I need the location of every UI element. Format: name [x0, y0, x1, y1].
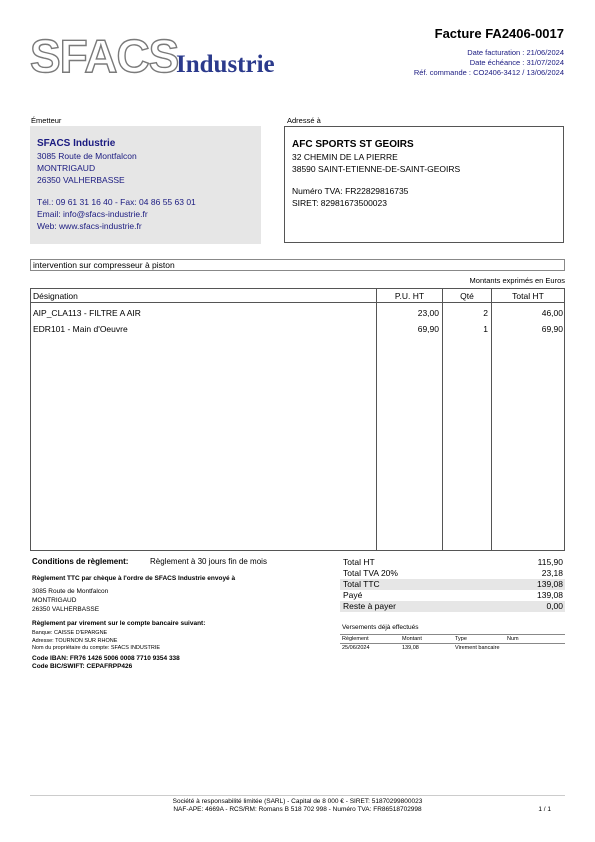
total-ht-row: [340, 557, 565, 568]
row-unit-price: 23,00: [417, 308, 439, 318]
bic-code: Code BIC/SWIFT: CEPAFRPP426: [32, 663, 133, 670]
cheque-address3: 26350 VALHERBASSE: [32, 606, 100, 613]
transfer-instructions-title: Règlement par virement sur le compte bancaire suivant:: [32, 620, 206, 627]
total-ht-value: 115,90: [537, 557, 563, 567]
invoice-object: intervention sur compresseur à piston: [30, 259, 565, 271]
emitter-web: Web: www.sfacs-industrie.fr: [37, 221, 142, 231]
total-ttc-label: Total TTC: [343, 579, 380, 589]
cheque-instructions-title: Règlement TTC par chèque à l'ordre de SFACS Industrie envoyé à: [32, 575, 236, 582]
emitter-address3: 26350 VALHERBASSE: [37, 175, 125, 185]
cheque-address1: 3085 Route de Montfalcon: [32, 588, 109, 595]
emitter-box: [30, 126, 261, 244]
row-designation: AIP_CLA113 - FILTRE A AIR: [33, 308, 141, 318]
row-unit-price: 69,90: [417, 324, 439, 334]
total-tva-row: [340, 568, 565, 579]
total-ht-label: Total HT: [343, 557, 375, 567]
total-tva-value: 23,18: [541, 568, 563, 578]
payment-date: 25/06/2024: [342, 645, 370, 651]
payments-table: [340, 634, 565, 652]
emitter-label: Émetteur: [31, 116, 62, 125]
row-total: 46,00: [541, 308, 563, 318]
paid-row: [340, 590, 565, 601]
header-designation: Désignation: [33, 291, 78, 301]
payments-header: [340, 634, 565, 644]
logo-sfacs-text: SFACS: [30, 30, 179, 82]
bank-details: [32, 630, 160, 653]
row-total: 69,90: [541, 324, 563, 334]
emitter-address1: 3085 Route de Montfalcon: [37, 151, 137, 161]
footer-legal-line2: NAF-APE: 4669A - RCS/RM: Romans B 518 702 998 - Numéro TVA: FR86518702998: [173, 806, 422, 813]
account-owner: Nom du propriétaire du compte: SFACS INDUSTRIE: [32, 645, 161, 651]
recipient-siret: SIRET: 82981673500023: [292, 198, 387, 208]
amounts-currency-note: Montants exprimés en Euros: [469, 276, 565, 285]
recipient-name: AFC SPORTS ST GEOIRS: [292, 139, 414, 150]
payment-conditions-label: Conditions de règlement:: [32, 557, 129, 566]
invoice-title: Facture FA2406-0017: [434, 26, 564, 41]
recipient-address2: 38590 SAINT-ETIENNE-DE-SAINT-GEOIRS: [292, 164, 461, 174]
invoice-due-date: Date échéance : 31/07/2024: [469, 58, 564, 67]
payment-type: Virement bancaire: [455, 645, 500, 651]
items-table: [30, 288, 565, 551]
row-quantity: 1: [483, 324, 488, 334]
payments-header-num: Num: [507, 636, 519, 642]
payment-conditions-value: Règlement à 30 jours fin de mois: [150, 557, 267, 566]
remaining-value: 0,00: [546, 601, 563, 611]
recipient-box: [284, 126, 564, 243]
bank-address: Adresse: TOURNON SUR RHONE: [32, 637, 118, 644]
emitter-email: Email: info@sfacs-industrie.fr: [37, 209, 148, 219]
recipient-tva: Numéro TVA: FR22829816735: [292, 186, 409, 196]
total-ttc-value: 139,08: [537, 579, 563, 589]
payment-amount: 139,08: [402, 645, 419, 651]
invoice-date: Date facturation : 21/06/2024: [467, 48, 564, 57]
payments-header-montant: Montant: [402, 636, 422, 642]
payments-row: [340, 644, 565, 652]
emitter-phone: Tél.: 09 61 31 16 40 - Fax: 04 86 55 63 01: [37, 197, 196, 207]
header-total: Total HT: [512, 291, 544, 301]
paid-label: Payé: [343, 590, 363, 600]
remaining-label: Reste à payer: [343, 601, 396, 611]
page-number: 1 / 1: [538, 806, 551, 813]
bank-name: Banque: CAISSE D'EPARGNE: [32, 630, 108, 636]
payments-header-type: Type: [455, 636, 467, 642]
cheque-address2: MONTRIGAUD: [32, 597, 77, 604]
header-unit-price: P.U. HT: [394, 291, 425, 301]
row-quantity: 2: [483, 308, 488, 318]
header-quantity: Qté: [460, 291, 474, 301]
recipient-address1: 32 CHEMIN DE LA PIERRE: [292, 152, 398, 162]
emitter-name: SFACS Industrie: [37, 138, 116, 149]
emitter-address2: MONTRIGAUD: [37, 163, 96, 173]
payments-made-title: Versements déjà effectués: [342, 624, 419, 631]
company-logo: [30, 30, 290, 82]
footer-legal-line1: Société à responsabilité limitée (SARL) - Capital de 8 000 € - SIRET: 51870299800023: [172, 798, 423, 805]
cheque-address: [32, 587, 108, 614]
total-tva-label: Total TVA 20%: [343, 568, 398, 578]
iban-code: Code IBAN: FR76 1426 5006 0008 7710 9354 338: [32, 655, 180, 662]
payments-header-reglement: Règlement: [342, 636, 369, 642]
footer-divider: [30, 795, 565, 796]
order-reference: Réf. commande : CO2406-3412 / 13/06/2024: [413, 68, 564, 77]
logo-industrie-text: Industrie: [176, 51, 275, 78]
paid-value: 139,08: [537, 590, 563, 600]
remaining-row: [340, 601, 565, 612]
total-ttc-row: [340, 579, 565, 590]
row-designation: EDR101 - Main d'Oeuvre: [33, 324, 128, 334]
recipient-label: Adressé à: [287, 116, 321, 125]
